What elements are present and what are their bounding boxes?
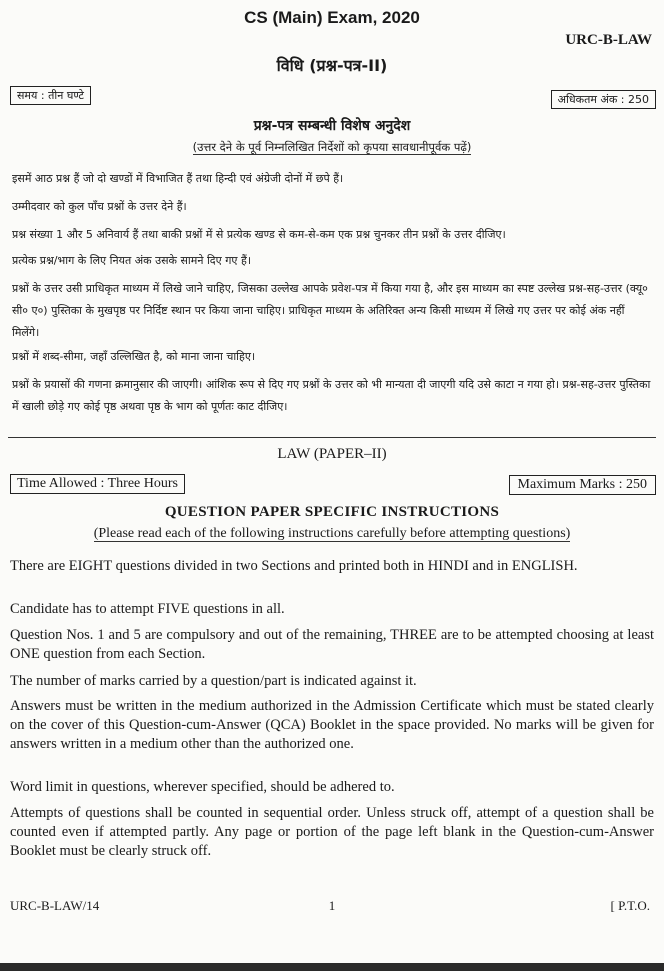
hindi-paragraph: उम्मीदवार को कुल पाँच प्रश्नों के उत्तर देने हैं। [12, 200, 187, 213]
hindi-time-box: समय : तीन घण्टे [10, 86, 91, 105]
english-paragraph: Word limit in questions, wherever specified, should be adhered to. [10, 779, 395, 795]
hindi-paragraph: प्रत्येक प्रश्न/भाग के लिए नियत अंक उसके सामने दिए गए हैं। [12, 254, 251, 267]
paper-code: URC-B-LAW [565, 32, 652, 48]
hindi-subheading-text: (उत्तर देने के पूर्व निम्नलिखित निर्देशों को कृपया सावधानीपूर्वक पढ़ें) [192, 140, 472, 154]
hindi-paragraph: प्रश्नों के प्रयासों की गणना क्रमानुसार की जाएगी। आंशिक रूप से दिए गए प्रश्नों के उत्तर को भी मान्यता दी जाएगी यदि उसे काटा न गया हो। प्रश्न-सह-उत्तर पुस्तिका में खाली छोड़े गए कोई पृष्ठ अथवा पृष्ठ के भाग को पूर्णतः काट दीजिए। [12, 378, 651, 413]
section-divider [8, 437, 656, 438]
hindi-paragraph: प्रश्नों में शब्द-सीमा, जहाँ उल्लिखित है, को माना जाना चाहिए। [12, 350, 256, 363]
english-paragraph: There are EIGHT questions divided in two Sections and printed both in HINDI and in ENGLISH. [10, 558, 578, 574]
footer-pto: [ P.T.O. [610, 898, 650, 913]
english-paragraph: Question Nos. 1 and 5 are compulsory and out of the remaining, THREE are to be attempted choosing at least ONE question from each Section. [10, 627, 654, 662]
hindi-instructions-heading: प्रश्न-पत्र सम्बन्धी विशेष अनुदेश [253, 118, 411, 134]
bottom-scan-edge [0, 963, 664, 971]
english-paragraph: Candidate has to attempt FIVE questions in all. [10, 601, 285, 617]
footer-code: URC-B-LAW/14 [10, 898, 100, 913]
footer-page-number: 1 [328, 898, 336, 913]
english-paragraph: Answers must be written in the medium authorized in the Admission Certificate which must be stated clearly on the cover of this Question-cum-Answer (QCA) Booklet in the space provided. No marks will be given for answers written in a medium other than the authorized one. [10, 698, 654, 752]
hindi-paragraph: इसमें आठ प्रश्न हैं जो दो खण्डों में विभाजित हैं तथा हिन्दी एवं अंग्रेजी दोनों में छपे हैं। [12, 172, 344, 185]
english-max-marks-box: Maximum Marks : 250 [509, 475, 657, 495]
english-paper-title: LAW (PAPER–II) [277, 446, 387, 462]
english-instructions-subheading [0, 526, 664, 542]
english-paragraph: The number of marks carried by a question/part is indicated against it. [10, 673, 417, 689]
english-instructions-heading: QUESTION PAPER SPECIFIC INSTRUCTIONS [164, 504, 500, 520]
english-subheading-text: (Please read each of the following instructions carefully before attempting questions) [93, 526, 571, 541]
hindi-subject-title: विधि (प्रश्न-पत्र-II) [276, 56, 388, 75]
hindi-instructions-subheading [0, 140, 664, 155]
english-paragraph: Attempts of questions shall be counted in sequential order. Unless struck off, attempt of a question shall be counted even if attempted partly. Any page or portion of the page left blank in the Question-cum-Answer Booklet must be clearly struck off. [10, 805, 654, 859]
hindi-max-marks-box: अधिकतम अंक : 250 [551, 90, 656, 109]
exam-title: CS (Main) Exam, 2020 [244, 8, 420, 27]
hindi-paragraph: प्रश्न संख्या 1 और 5 अनिवार्य हैं तथा बाकी प्रश्नों में से प्रत्येक खण्ड से कम-से-कम एक प्रश्न चुनकर तीन प्रश्नों के उत्तर दीजिए। [12, 228, 506, 241]
english-time-box: Time Allowed : Three Hours [10, 474, 185, 494]
hindi-paragraph: प्रश्नों के उत्तर उसी प्राधिकृत माध्यम में लिखे जाने चाहिए, जिसका उल्लेख आपके प्रवेश-पत्र में किया गया है, और इस माध्यम का स्पष्ट उल्लेख प्रश्न-सह-उत्तर (क्यू० सी० ए०) पुस्तिका के मुखपृष्ठ पर निर्दिष्ट स्थान पर किया जाना चाहिए। प्राधिकृत माध्यम के अतिरिक्त अन्य किसी माध्यम में लिखे गए उत्तर पर कोई अंक नहीं मिलेंगे। [12, 282, 648, 339]
